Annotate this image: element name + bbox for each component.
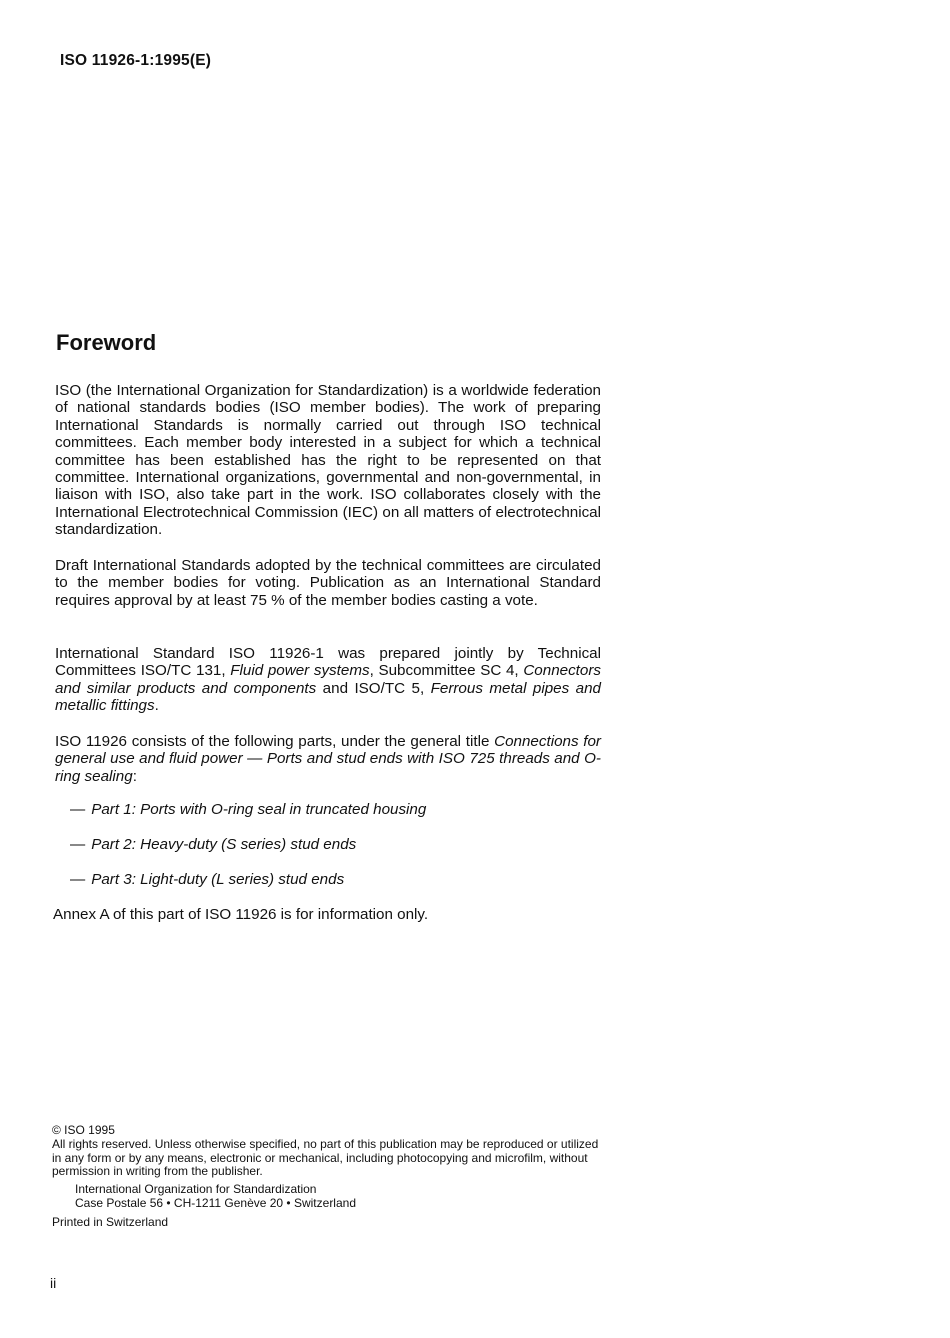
paragraph-text: , Subcommittee SC 4, [369, 662, 524, 680]
copyright-line: © ISO 1995 [52, 1123, 115, 1137]
list-item [70, 801, 426, 818]
paragraph-text: and ISO/TC 5, [316, 679, 431, 697]
list-dash: — [70, 836, 86, 853]
paragraph-text: . [154, 697, 159, 715]
rights-statement: All rights reserved. Unless otherwise specified, no part of this publication may be reproduced or utilized in any form or by any means, electronic or mechanical, including photocopying and microfilm, without permission in writing from the publisher. [52, 1136, 599, 1179]
paragraph-text: : [132, 767, 137, 785]
foreword-paragraph-4 [55, 733, 601, 785]
foreword-paragraph-1: ISO (the International Organization for Standardization) is a worldwide federation of national standards bodies (ISO member bodies). The work of preparing International Standards is normally carried out through ISO technical committees. Each member body interested in a subject for which a technical committee has been established has the right to be represented on that committee. International organizations, governmental and non-governmental, in liaison with ISO, also take part in the work. ISO collaborates closely with the International Electrotechnical Commission (IEC) on all matters of electrotechnical standardization. [55, 382, 601, 539]
committee-title-fluid-power: Fluid power systems [230, 662, 370, 680]
subcommittee-title: Connectors and similar products and components [55, 662, 601, 697]
annex-note: Annex A of this part of ISO 11926 is for information only. [53, 906, 429, 923]
list-dash: — [70, 871, 86, 888]
foreword-paragraph-2: Draft International Standards adopted by the technical committees are circulated to the member bodies for voting. Publication as an International Standard requires approval by at least 75 % of the member bodies casting a vote. [55, 557, 601, 609]
part-title: Part 1: Ports with O-ring seal in truncated housing [91, 801, 427, 818]
foreword-heading: Foreword [56, 330, 157, 355]
publisher-address: Case Postale 56 • CH-1211 Genève 20 • Switzerland [75, 1195, 356, 1210]
list-item [70, 836, 356, 853]
list-item [70, 871, 344, 888]
copyright-block [52, 1124, 600, 1230]
printed-in: Printed in Switzerland [52, 1214, 169, 1229]
publisher-name: International Organization for Standardization [75, 1182, 317, 1197]
document-id: ISO 11926-1:1995(E) [60, 52, 212, 69]
part-title: Part 2: Heavy-duty (S series) stud ends [91, 836, 357, 853]
part-title: Part 3: Light-duty (L series) stud ends [91, 871, 345, 888]
general-title: Connections for general use and fluid power — Ports and stud ends with ISO 725 threads and O-ring sealing [55, 733, 601, 785]
paragraph-text: International Standard ISO 11926-1 was prepared jointly by Technical Committees ISO/TC 131, [55, 645, 601, 680]
list-dash: — [70, 801, 86, 818]
committee-title-ferrous: Ferrous metal pipes and metallic fittings [55, 679, 601, 715]
paragraph-text: ISO 11926 consists of the following parts, under the general title [55, 733, 495, 750]
page-number: ii [50, 1275, 57, 1291]
foreword-paragraph-3 [55, 645, 601, 715]
